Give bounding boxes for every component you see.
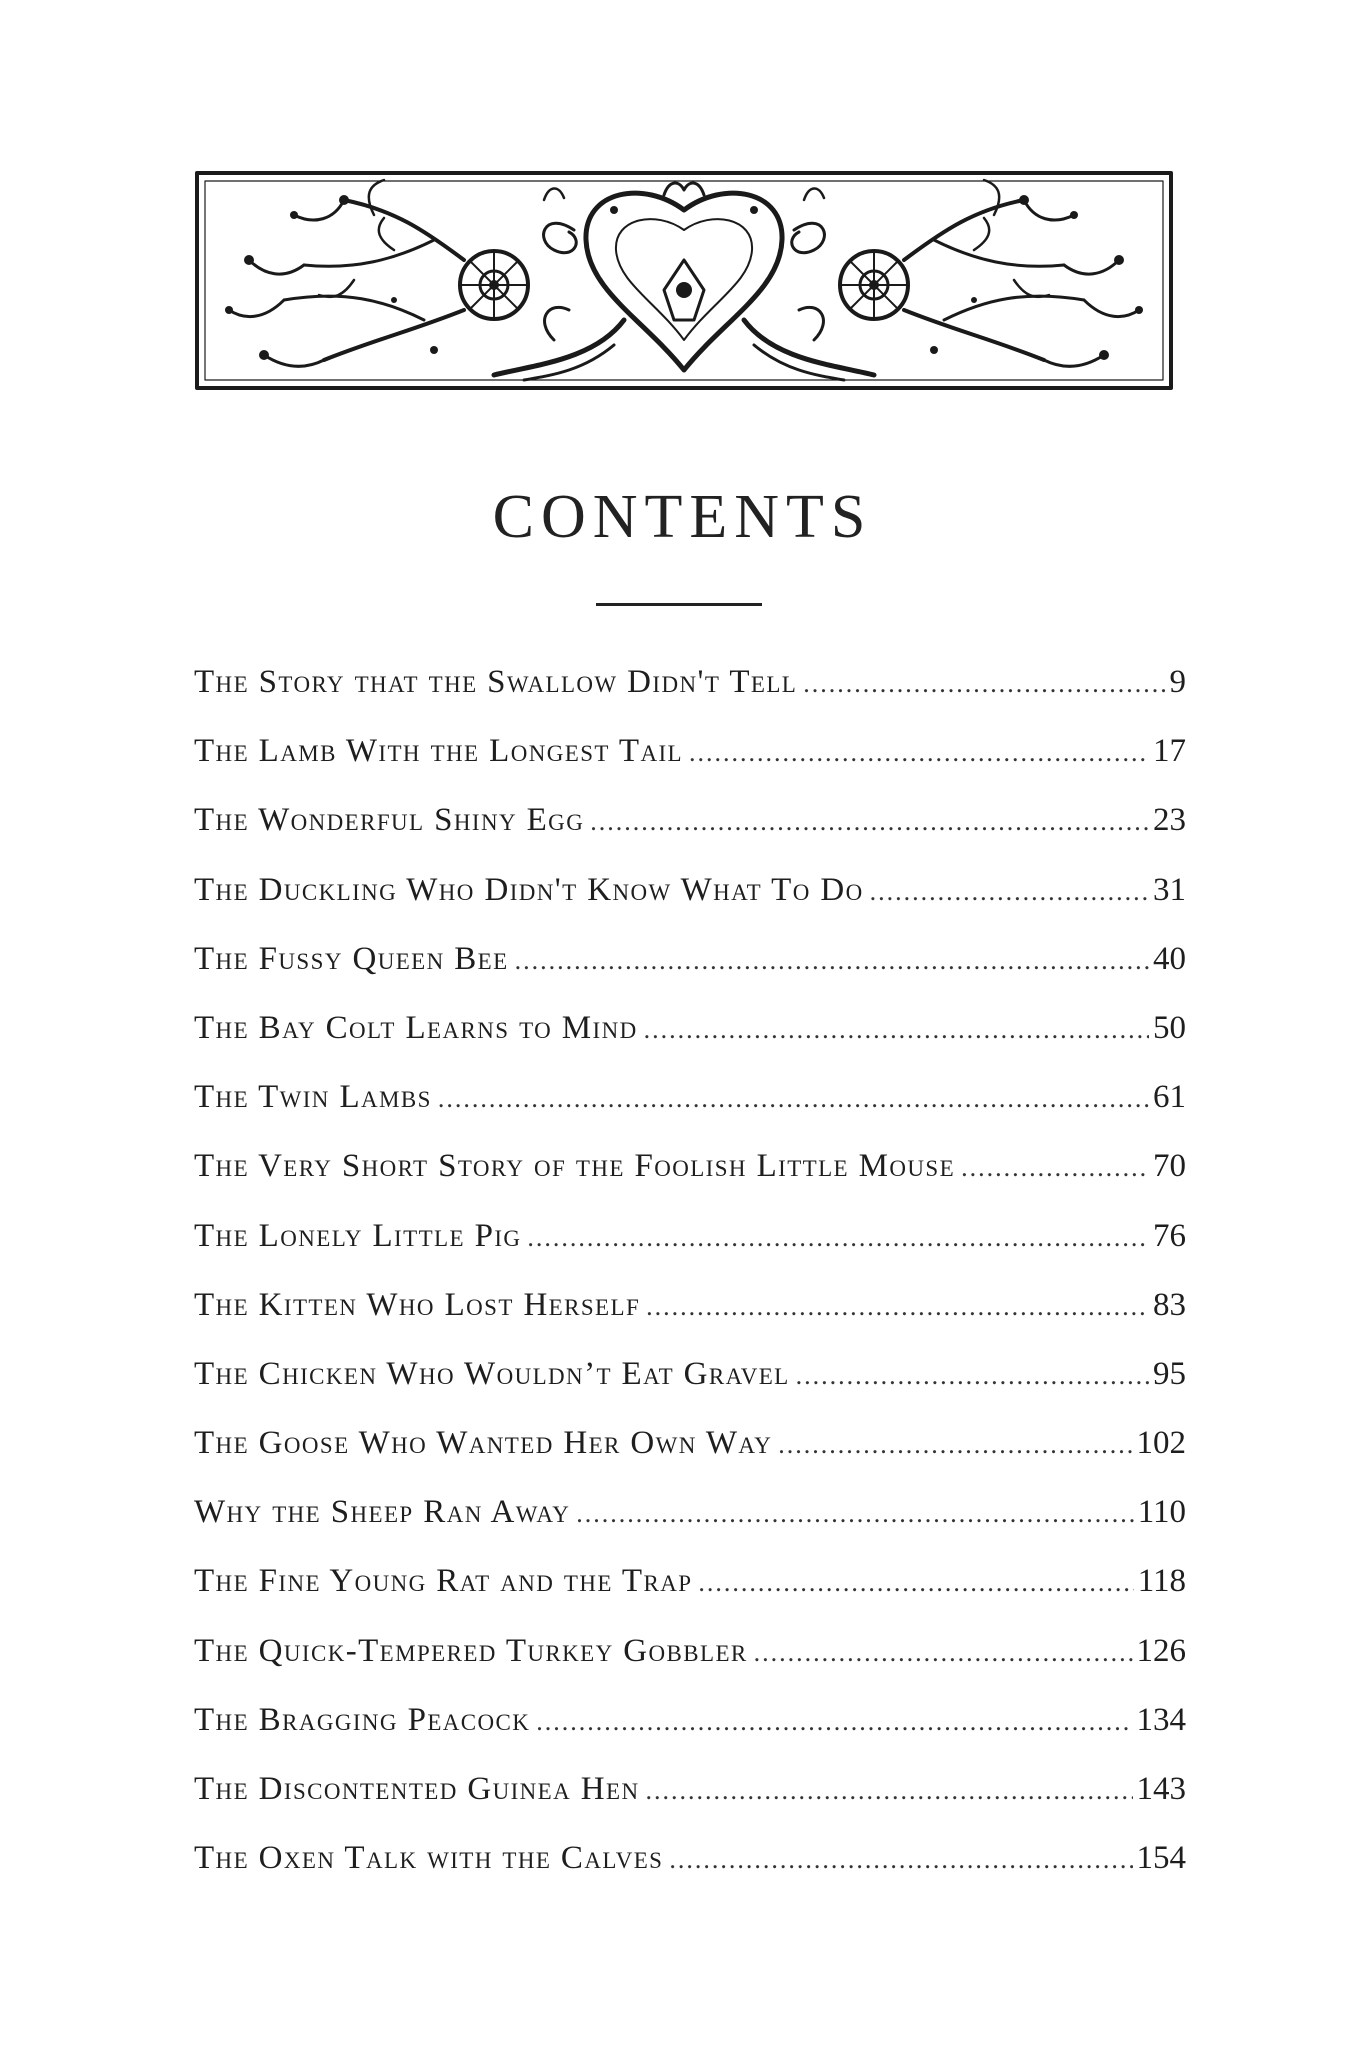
toc-dot-leader — [536, 1687, 1132, 1756]
toc-entry[interactable] — [194, 856, 1186, 925]
toc-dot-leader — [698, 1548, 1133, 1617]
toc-entry[interactable] — [194, 1271, 1186, 1340]
toc-entry-page-number: 50 — [1153, 1009, 1186, 1046]
toc-entry-page-number: 70 — [1153, 1148, 1186, 1185]
toc-entry-page-number: 17 — [1153, 733, 1186, 770]
toc-entry[interactable] — [194, 1132, 1186, 1201]
toc-entry-page-number: 23 — [1153, 802, 1186, 839]
toc-entry[interactable] — [194, 925, 1186, 994]
toc-entry[interactable] — [194, 1824, 1186, 1893]
toc-entry[interactable] — [194, 1755, 1186, 1824]
toc-entry-title: The Story that the Swallow Didn't Tell — [194, 664, 798, 700]
toc-entry-title: The Lonely Little Pig — [194, 1217, 522, 1254]
toc-entry-page-number: 83 — [1153, 1286, 1186, 1323]
toc-dot-leader — [438, 1064, 1149, 1133]
toc-dot-leader — [527, 1203, 1149, 1272]
toc-entry[interactable] — [194, 1063, 1186, 1132]
toc-entry[interactable] — [194, 1686, 1186, 1755]
toc-entry-page-number: 110 — [1137, 1494, 1186, 1531]
toc-entry-page-number: 118 — [1137, 1563, 1186, 1600]
toc-entry-title: The Oxen Talk with the Calves — [194, 1840, 664, 1877]
toc-entry-title: The Very Short Story of the Foolish Little Mouse — [194, 1148, 956, 1185]
toc-entry-title: The Chicken Who Wouldn’t Eat Gravel — [194, 1355, 790, 1392]
toc-entry-page-number: 143 — [1136, 1771, 1186, 1807]
floral-scroll-ornament-icon — [194, 170, 1174, 391]
toc-dot-leader — [689, 718, 1149, 787]
toc-dot-leader — [803, 649, 1165, 718]
page-title: CONTENTS — [492, 483, 873, 551]
toc-entry[interactable] — [194, 786, 1186, 855]
toc-entry-title: The Discontented Guinea Hen — [194, 1771, 640, 1807]
toc-entry-title: The Bay Colt Learns to Mind — [194, 1009, 638, 1046]
toc-dot-leader — [796, 1341, 1149, 1410]
toc-entry-title: The Wonderful Shiny Egg — [194, 802, 585, 839]
toc-entry-page-number: 134 — [1136, 1701, 1186, 1738]
toc-entry-title: The Fussy Queen Bee — [194, 940, 509, 977]
toc-entry[interactable] — [194, 1340, 1186, 1409]
title-divider — [596, 603, 762, 606]
toc-entry[interactable] — [194, 1409, 1186, 1478]
toc-entry-page-number: 61 — [1153, 1079, 1186, 1116]
toc-dot-leader — [576, 1479, 1133, 1548]
toc-entry-title: The Lamb With the Longest Tail — [194, 733, 683, 770]
toc-dot-leader — [669, 1825, 1132, 1894]
toc-entry-title: The Duckling Who Didn't Know What To Do — [194, 871, 864, 908]
toc-entry-page-number: 31 — [1153, 871, 1186, 908]
toc-dot-leader — [961, 1133, 1149, 1202]
toc-entry-page-number: 95 — [1153, 1355, 1186, 1392]
toc-entry-page-number: 9 — [1169, 664, 1186, 700]
toc-entry-page-number: 154 — [1136, 1840, 1186, 1877]
toc-entry-title: The Quick-Tempered Turkey Gobbler — [194, 1632, 748, 1669]
toc-entry-title: The Fine Young Rat and the Trap — [194, 1563, 693, 1600]
toc-entry-page-number: 76 — [1153, 1217, 1186, 1254]
toc-dot-leader — [754, 1618, 1133, 1687]
table-of-contents — [194, 648, 1186, 1893]
toc-dot-leader — [646, 1756, 1133, 1825]
toc-entry-page-number: 102 — [1136, 1425, 1186, 1462]
toc-entry-title: The Bragging Peacock — [194, 1701, 531, 1738]
toc-dot-leader — [778, 1410, 1132, 1479]
toc-entry[interactable] — [194, 717, 1186, 786]
toc-entry[interactable] — [194, 1202, 1186, 1271]
toc-dot-leader — [515, 926, 1149, 995]
toc-entry-title: The Kitten Who Lost Herself — [194, 1286, 641, 1323]
toc-entry-title: The Goose Who Wanted Her Own Way — [194, 1425, 773, 1462]
toc-entry[interactable] — [194, 1547, 1186, 1616]
toc-entry[interactable] — [194, 1478, 1186, 1547]
toc-dot-leader — [644, 995, 1149, 1064]
toc-entry[interactable] — [194, 994, 1186, 1063]
toc-entry-page-number: 40 — [1153, 940, 1186, 977]
toc-dot-leader — [590, 787, 1149, 856]
toc-entry-title: Why the Sheep Ran Away — [194, 1494, 571, 1531]
toc-entry[interactable] — [194, 648, 1186, 717]
toc-dot-leader — [646, 1272, 1149, 1341]
toc-entry-page-number: 126 — [1136, 1632, 1186, 1669]
toc-entry-title: The Twin Lambs — [194, 1079, 432, 1116]
toc-entry[interactable] — [194, 1617, 1186, 1686]
toc-dot-leader — [870, 857, 1149, 926]
